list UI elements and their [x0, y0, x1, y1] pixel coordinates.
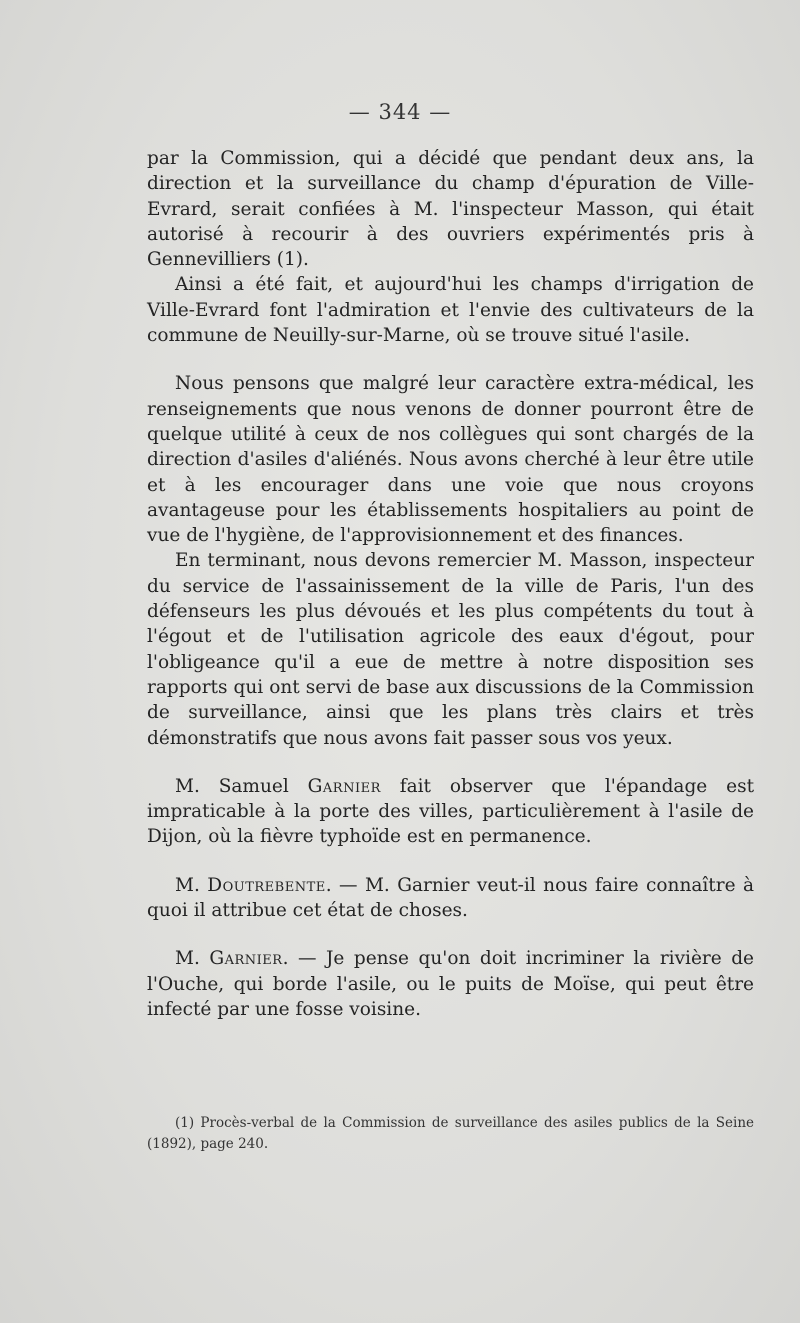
dialogue-text: fait observer que l'épandage est impraticable à la porte des villes, particulièrement à l'asile de Dijon, où la fièvre typhoïde est en permanence.: [147, 775, 754, 848]
paragraph-thanks: En terminant, nous devons remercier M. Masson, inspecteur du service de l'assainissement de la ville de Paris, l'un des défenseurs les plus dévoués et les plus compétents du tout à l'égout et de l'utilisation agricole des eaux d'égout, pour l'obligeance qu'il a eue de mettre à notre disposition ses rapports qui ont servi de base aux discussions de la Commission de surveillance, ainsi que les plans très clairs et très démonstratifs que nous avons fait passer sous vos yeux.: [147, 550, 754, 749]
dialogue-prefix: M.: [175, 874, 208, 896]
dialogue-text: . — Je pense qu'on doit incriminer la rivière de l'Ouche, qui borde l'asile, ou le puits de Moïse, qui peut être infecté par une fosse voisine.: [147, 948, 754, 1020]
dialogue-garnier-2: [147, 946, 754, 1022]
paragraph-ville-evrard: Ainsi a été fait, et aujourd'hui les champs d'irrigation de Ville-Evrard font l'admiration et l'envie des cultivateurs de la commune de Neuilly-sur-Marne, où se trouve situé l'asile.: [147, 274, 754, 347]
page-number: — 344 —: [348, 100, 452, 124]
body-text: [147, 146, 754, 1022]
speaker-name: Doutrebente: [207, 874, 326, 896]
dialogue-prefix: M. Samuel: [175, 775, 308, 797]
speaker-name: Garnier: [209, 948, 283, 970]
dialogue-prefix: M.: [175, 948, 210, 970]
dialogue-doutrebente: [147, 873, 754, 924]
speaker-name: Garnier: [307, 775, 381, 797]
paragraph-continued: par la Commission, qui a décidé que pendant deux ans, la direction et la surveillance du champ d'épuration de Ville-Evrard, serait confiées à M. l'inspecteur Masson, qui était autorisé à recourir à des ouvriers expérimentés pris à Gennevilliers (1).: [147, 148, 754, 271]
footnote: (1) Procès-verbal de la Commission de surveillance des asiles publics de la Seine (1892), page 240.: [147, 1115, 754, 1152]
dialogue-garnier-1: [147, 774, 754, 850]
dialogue-text: . — M. Garnier veut-il nous faire connaître à quoi il attribue cet état de choses.: [147, 874, 754, 922]
paragraph-conclusion: Nous pensons que malgré leur caractère extra-médical, les renseignements que nous venons de donner pourront être de quelque utilité à ceux de nos collègues qui sont chargés de la direction d'asiles d'aliénés. Nous avons cherché à leur être utile et à les encourager dans une voie que nous croyons avantageuse pour les établissements hospitaliers au point de vue de l'hygiène, de l'approvisionnement et des finances.: [147, 373, 754, 547]
